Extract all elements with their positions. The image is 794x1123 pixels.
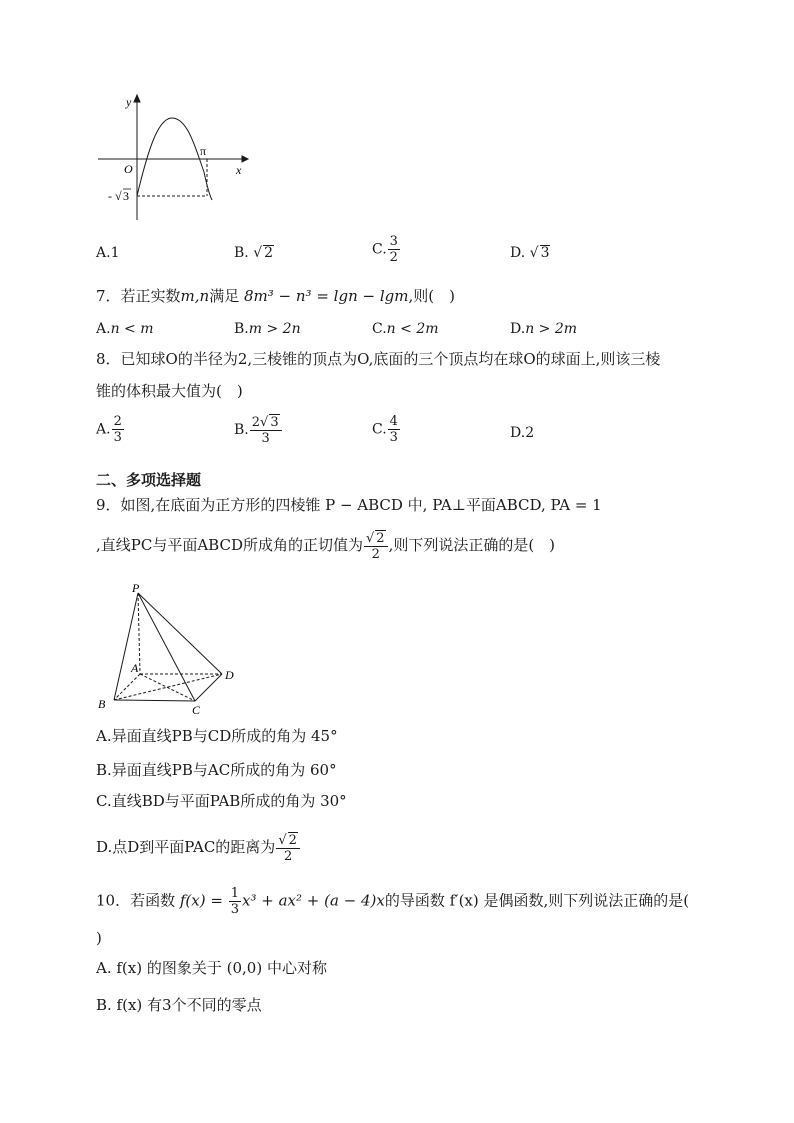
sine-graph — [90, 90, 260, 230]
q8-option-a[interactable]: A. $\frac{2}{3}$ — [96, 414, 122, 445]
q8-option-b[interactable]: B. $\frac{2√ 3}{3}$ — [234, 414, 283, 446]
q7-option-a[interactable]: A.n < m — [96, 321, 154, 337]
diag-AC — [140, 674, 195, 701]
q8-stem-line2: 锥的体积最大值为( ) — [96, 382, 243, 400]
q9-option-a[interactable]: A.异面直线PB与CD所成的角为 45° — [96, 727, 338, 745]
edge-BC — [114, 700, 195, 701]
q6-option-c[interactable]: C. $\frac{3}{2}$ — [372, 234, 398, 265]
q7-stem: 7．若正实数m,n满足 8m³ − n³ = lgn − lgm,则( ) — [96, 287, 455, 305]
q8-option-c[interactable]: C. $\frac{4}{3}$ — [372, 414, 398, 445]
q6-option-d[interactable]: D. √ 3 — [510, 245, 550, 261]
section-title: 二、多项选择题 — [96, 471, 202, 489]
y-axis-arrow — [134, 95, 140, 102]
q10-option-b[interactable]: B. f(x) 有3个不同的零点 — [96, 996, 262, 1014]
label-C: C — [192, 703, 201, 717]
q7-option-b[interactable]: B.m > 2n — [234, 321, 301, 337]
diag-BD — [114, 674, 222, 700]
q9-stem-line2: ,直线PC与平面ABCD所成角的正切值为 $\frac{√ 2}{2}$ ,则下列说法正确的是( ) — [96, 531, 556, 562]
label-A: A — [131, 661, 139, 675]
sqrt-radicand: 3 — [123, 189, 129, 203]
label-B: B — [98, 697, 106, 711]
q10-stem-close: ) — [96, 929, 102, 947]
q9-stem-line1: 9．如图,在底面为正方形的四棱锥 P − ABCD 中, PA⊥平面ABCD, PA = 1 — [96, 496, 602, 514]
label-D: D — [225, 668, 234, 682]
x-axis-arrow — [242, 156, 248, 162]
q9-option-c[interactable]: C.直线BD与平面PAB所成的角为 30° — [96, 792, 347, 810]
q7-option-c[interactable]: C.n < 2m — [372, 321, 439, 337]
edge-PC — [138, 593, 195, 701]
edge-CD — [195, 674, 222, 701]
q6-option-a[interactable]: A.1 — [96, 245, 120, 261]
y-label: y — [126, 95, 132, 109]
q8-stem-line1: 8．已知球O的半径为2,三棱锥的顶点为O,底面的三个顶点均在球O的球面上,则该三棱 — [96, 350, 661, 368]
origin-label: O — [124, 162, 133, 176]
neg-sign: - — [108, 189, 112, 203]
label-P: P — [132, 581, 140, 595]
edge-AB — [114, 674, 140, 700]
q7-option-d[interactable]: D.n > 2m — [510, 321, 578, 337]
q8-option-d[interactable]: D.2 — [510, 425, 535, 441]
x-label: x — [236, 163, 242, 177]
q6-option-b[interactable]: B. √ 2 — [234, 245, 274, 261]
q10-option-a[interactable]: A. f(x) 的图象关于 (0,0) 中心对称 — [96, 959, 327, 977]
q10-stem: 10．若函数 f(x) = $\frac{1}{3}$ x³ + ax² + (a − 4)x的导函数 f′(x) 是偶函数,则下列说法正确的是( — [96, 886, 690, 917]
edge-PB — [114, 593, 138, 700]
pyramid-figure — [92, 578, 252, 718]
q9-option-d[interactable]: D.点D到平面PAC的距离为 $\frac{√ 2}{2}$ — [96, 832, 301, 864]
q9-option-b[interactable]: B.异面直线PB与AC所成的角为 60° — [96, 761, 337, 779]
pi-label: π — [200, 144, 207, 158]
edge-PD — [138, 593, 222, 674]
sqrt-symbol: √ — [115, 189, 122, 203]
